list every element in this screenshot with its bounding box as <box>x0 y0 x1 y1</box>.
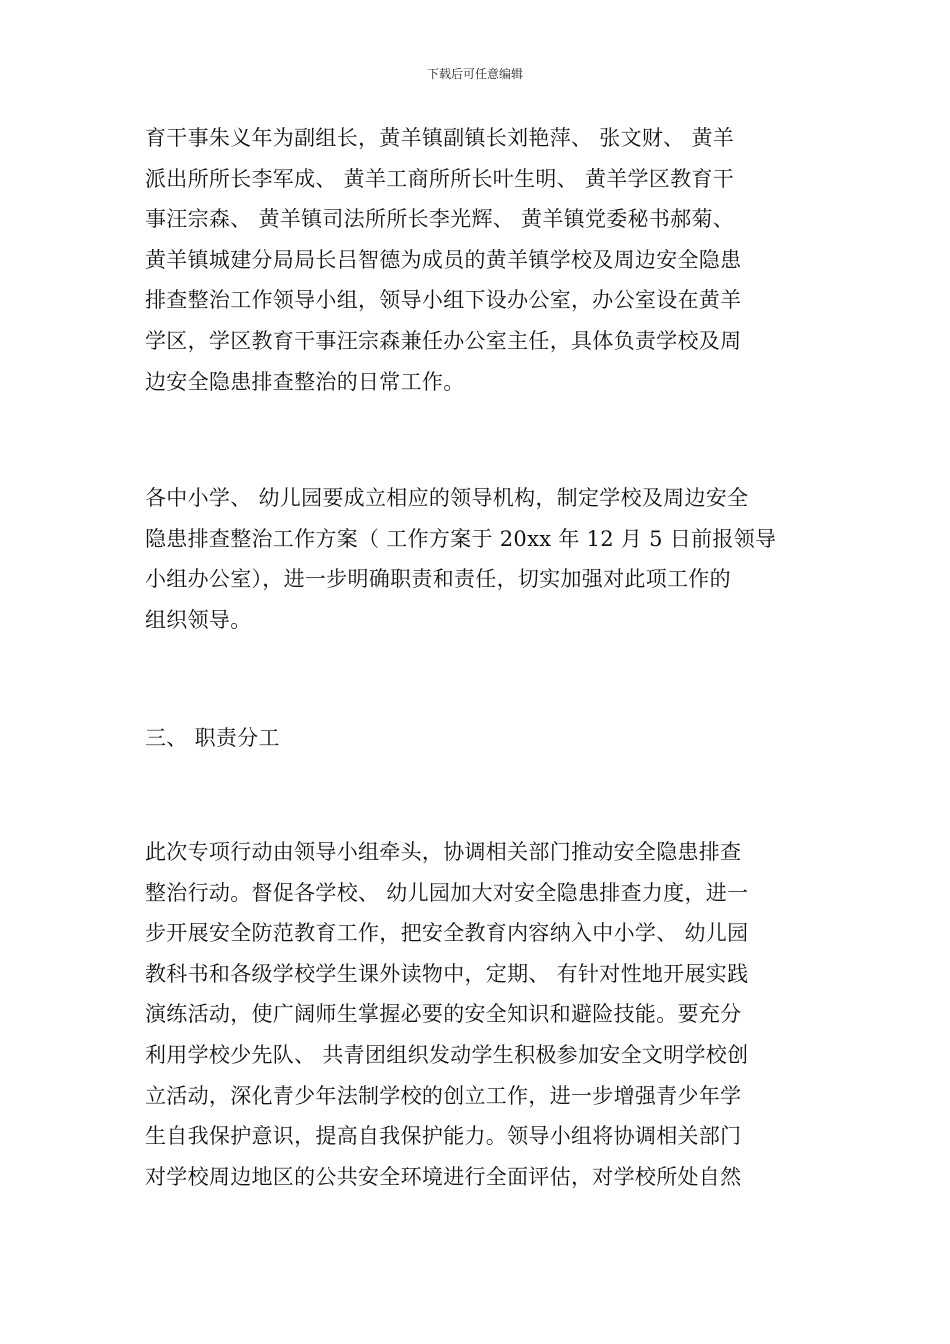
text-line: 各中小学、 幼儿园要成立相应的领导机构，制定学校及周边安全 <box>145 486 749 510</box>
text-line: 派出所所长李军成、 黄羊工商所所长叶生明、 黄羊学区教育干 <box>145 166 735 191</box>
text-line: 利用学校少先队、 共青团组织发动学生积极参加安全文明学校创 <box>145 1042 749 1067</box>
text-line: 对学校周边地区的公共安全环境进行全面评估，对学校所处自然 <box>145 1164 742 1189</box>
text-line: 小组办公室），进一步明确职责和责任，切实加强对此项工作的 <box>145 567 731 592</box>
text-line: 排查整治工作领导小组，领导小组下设办公室，办公室设在黄羊 <box>145 288 742 313</box>
paragraph-leadership-group <box>145 118 815 402</box>
text-line: 隐患排查整治工作方案（ 工作方案于 20xx 年 12 月 5 日前报领导 <box>145 526 777 551</box>
page-header: 下载后可任意编辑 <box>426 67 523 81</box>
section-heading-text: 三、 职责分工 <box>145 726 280 750</box>
text-line: 此次专项行动由领导小组牵头，协调相关部门推动安全隐患排查 <box>145 840 742 864</box>
paragraph-school-organization <box>145 478 815 640</box>
text-line: 立活动，深化青少年法制学校的创立工作，进一步增强青少年学 <box>145 1083 742 1108</box>
text-line: 事汪宗森、 黄羊镇司法所所长李光辉、 黄羊镇党委秘书郝菊、 <box>145 207 735 232</box>
text-line: 演练活动，使广阔师生掌握必要的安全知识和避险技能。要充分 <box>145 1002 742 1027</box>
text-line: 组织领导。 <box>145 607 252 632</box>
text-line: 教科书和各级学校学生课外读物中，定期、 有针对性地开展实践 <box>145 961 749 986</box>
text-line: 学区，学区教育干事汪宗森兼任办公室主任，具体负责学校及周 <box>145 328 742 353</box>
text-line: 黄羊镇城建分局局长吕智德为成员的黄羊镇学校及周边安全隐患 <box>145 247 742 272</box>
text-line: 育干事朱义年为副组长，黄羊镇副镇长刘艳萍、 张文财、 黄羊 <box>145 126 735 150</box>
text-line: 整治行动。督促各学校、 幼儿园加大对安全隐患排查力度，进一 <box>145 880 749 905</box>
text-line: 边安全隐患排查整治的日常工作。 <box>145 369 465 394</box>
text-line: 步开展安全防范教育工作，把安全教育内容纳入中小学、 幼儿园 <box>145 921 749 946</box>
text-line: 生自我保护意识，提高自我保护能力。领导小组将协调相关部门 <box>145 1124 742 1149</box>
paragraph-responsibilities <box>145 832 815 1197</box>
section-heading <box>145 718 815 759</box>
